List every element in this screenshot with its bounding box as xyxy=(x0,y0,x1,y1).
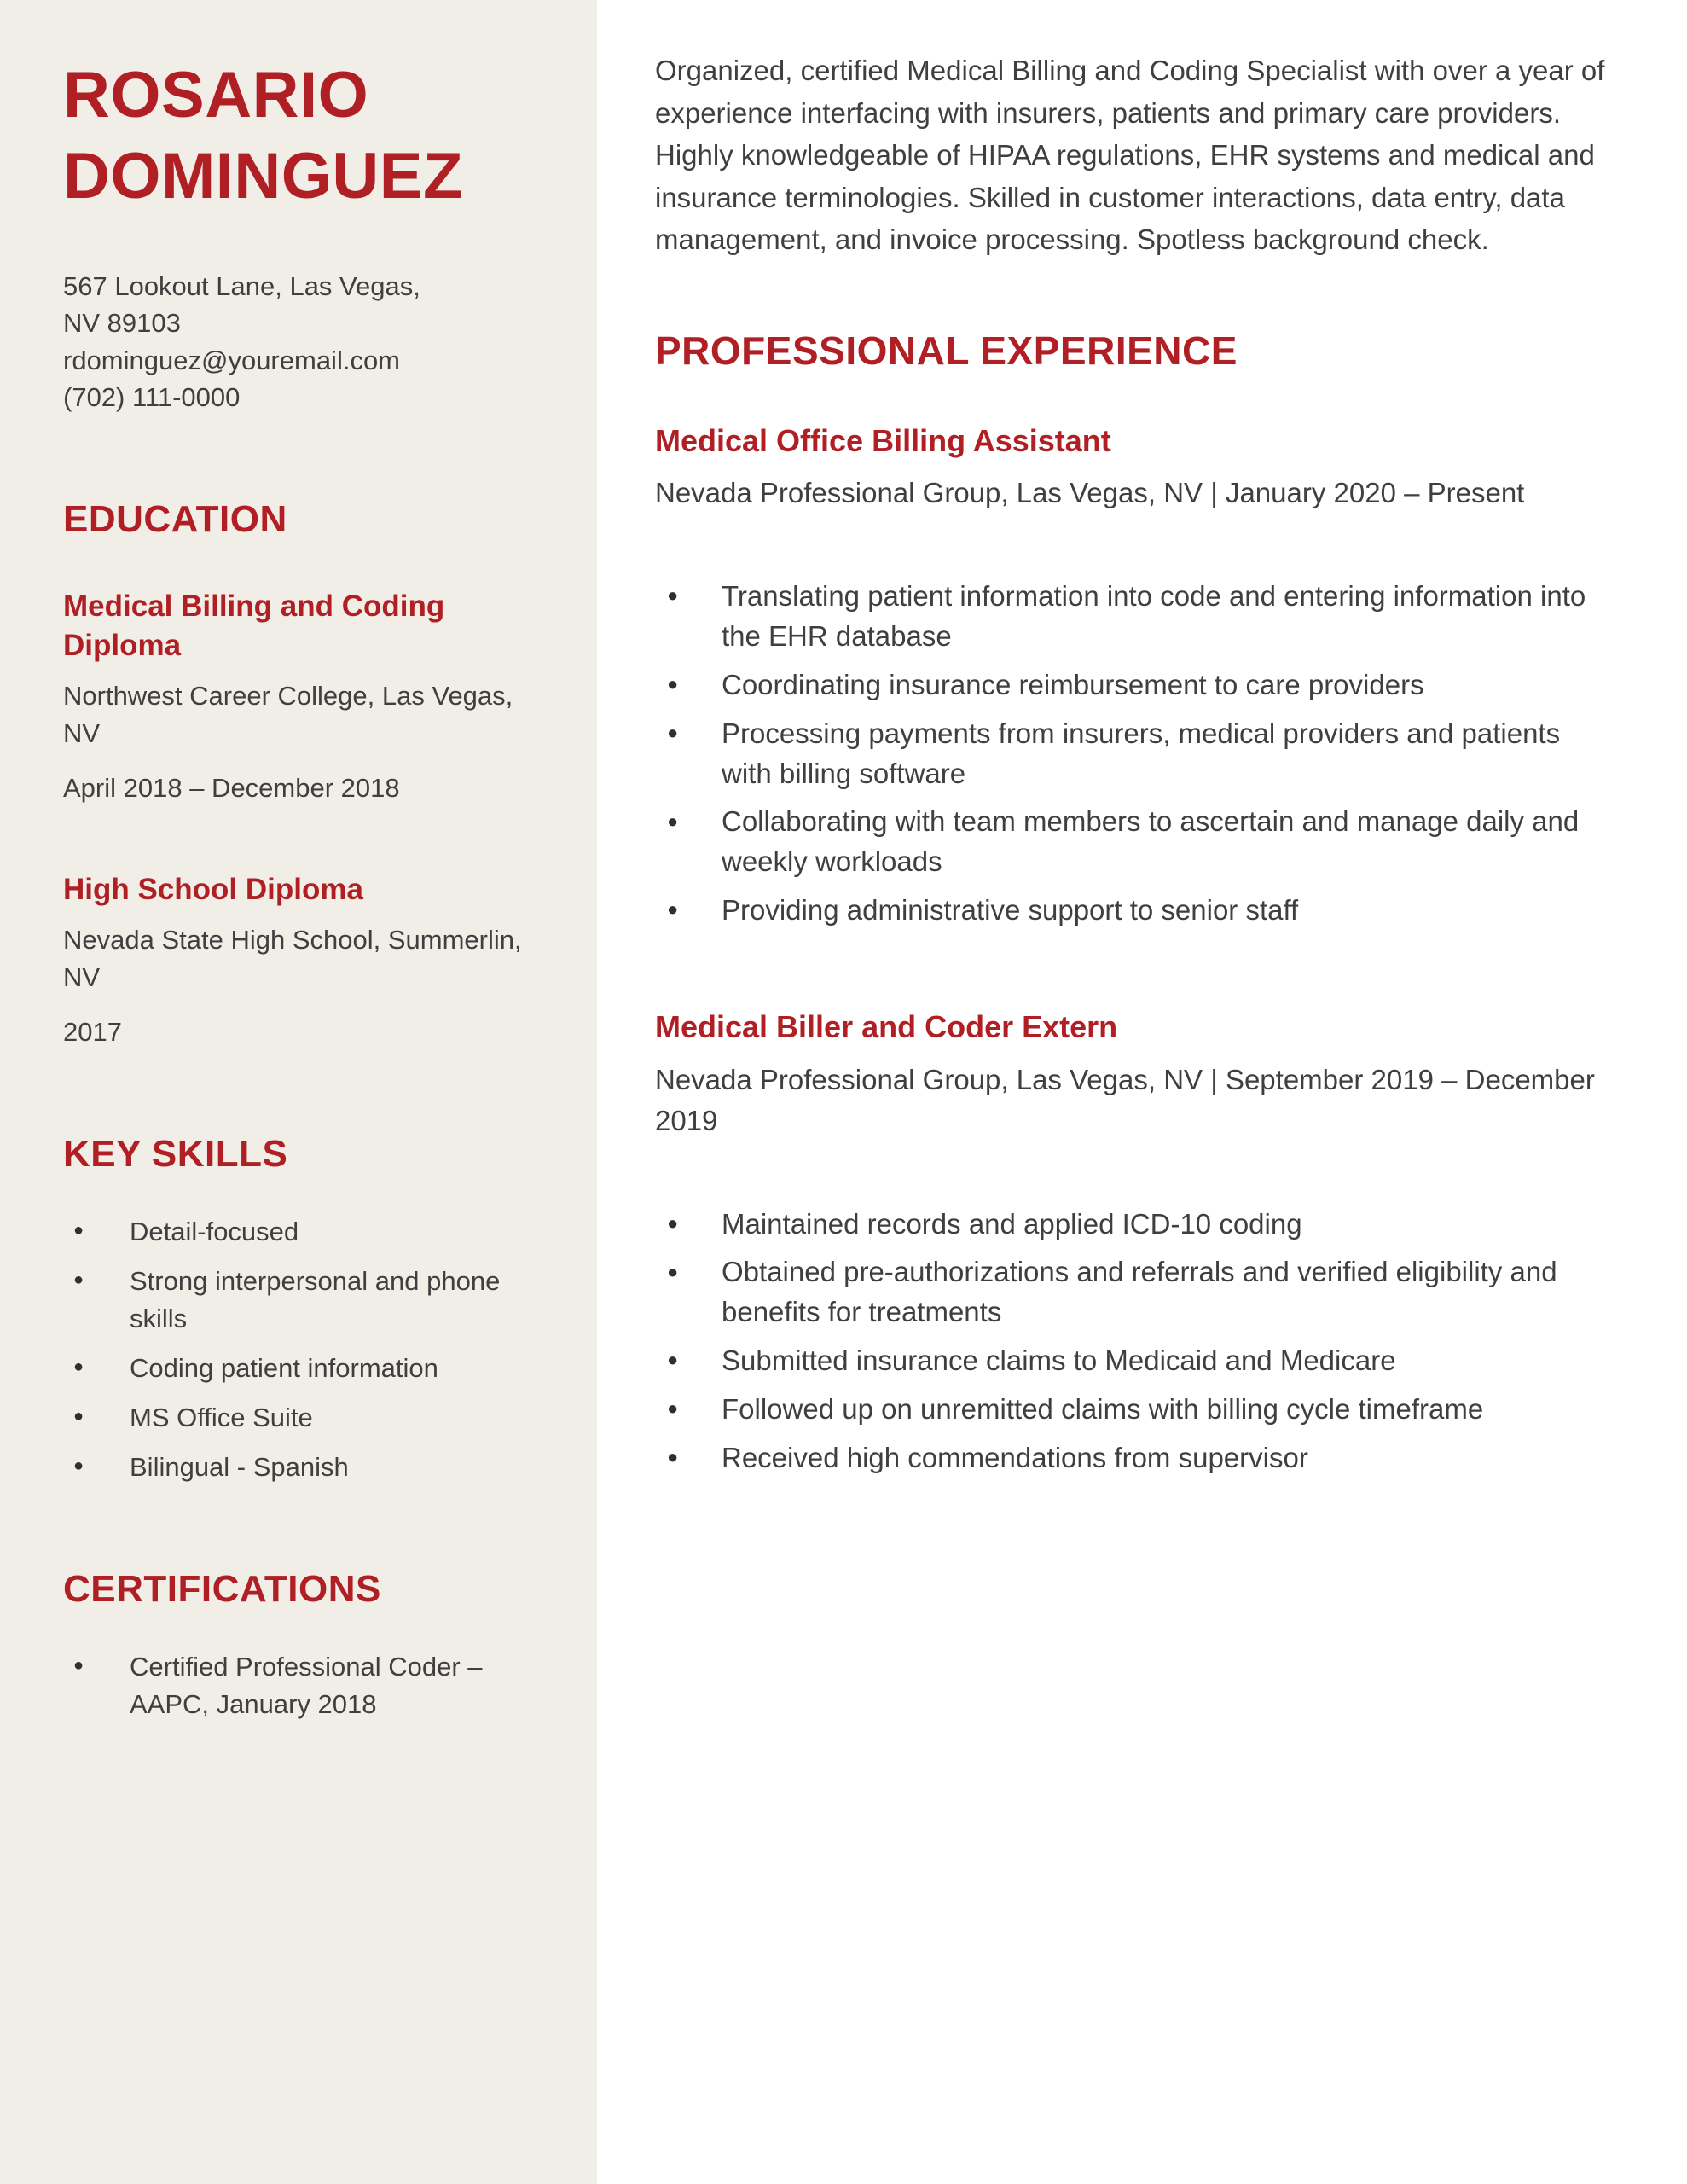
education-date-range: 2017 xyxy=(63,1017,122,1048)
experience-bullet: ● Collaborating with team members to ascertain and manage daily and weekly workloads xyxy=(655,802,1612,882)
job-meta: Nevada Professional Group, Las Vegas, NV | September 2019 – December 2019 xyxy=(655,1063,1595,1136)
education-entry xyxy=(63,870,542,1051)
candidate-last-name: DOMINGUEZ xyxy=(63,140,463,212)
school-name: Nevada State High School, Summerlin, NV xyxy=(63,925,522,993)
section-heading-experience: PROFESSIONAL EXPERIENCE xyxy=(655,328,1238,373)
experience-bullet: ● Obtained pre-authorizations and referrals and verified eligibility and benefits for treatments xyxy=(655,1252,1612,1333)
job-title: Medical Office Billing Assistant xyxy=(655,422,1111,458)
experience-bullet: ● Submitted insurance claims to Medicaid and Medicare xyxy=(655,1341,1612,1381)
contact-block xyxy=(63,268,542,416)
job-bullet-list xyxy=(655,1205,1612,1478)
job-entry xyxy=(655,1008,1612,1478)
section-heading-key-skills: KEY SKILLS xyxy=(63,1133,288,1176)
contact-address-line1: 567 Lookout Lane, Las Vegas, xyxy=(63,271,420,301)
key-skills-list xyxy=(63,1213,542,1486)
job-entry xyxy=(655,421,1612,932)
experience-bullet: ● Received high commendations from supervisor xyxy=(655,1438,1612,1478)
education-entry xyxy=(63,587,542,807)
certifications-list xyxy=(63,1648,542,1723)
experience-bullet: ● Translating patient information into code and entering information into the EHR database xyxy=(655,577,1612,657)
skill-item: ● MS Office Suite xyxy=(63,1399,542,1437)
contact-phone: (702) 111-0000 xyxy=(63,382,241,413)
experience-bullet: ● Maintained records and applied ICD-10 coding xyxy=(655,1205,1612,1245)
experience-bullet: ● Providing administrative support to senior staff xyxy=(655,891,1612,931)
school-name: Northwest Career College, Las Vegas, NV xyxy=(63,680,513,748)
skill-item: ● Detail-focused xyxy=(63,1213,542,1251)
experience-bullet: ● Coordinating insurance reimbursement to care providers xyxy=(655,665,1612,706)
degree-title: Medical Billing and Coding Diploma xyxy=(63,589,445,662)
contact-address-line2: NV 89103 xyxy=(63,308,181,339)
candidate-first-name: ROSARIO xyxy=(63,59,369,131)
skill-item: ● Bilingual - Spanish xyxy=(63,1449,542,1486)
job-bullet-list xyxy=(655,577,1612,931)
contact-email: rdominguez@youremail.com xyxy=(63,345,401,375)
experience-bullet: ● Followed up on unremitted claims with billing cycle timeframe xyxy=(655,1390,1612,1430)
candidate-name xyxy=(63,55,542,217)
skill-item: ● Strong interpersonal and phone skills xyxy=(63,1263,542,1338)
summary-paragraph: Organized, certified Medical Billing and Coding Specialist with over a year of experience interfacing with insurers, patients and primary care providers. Highly knowledgeable of HIPAA regulations, EHR systems and medical and insurance terminologies. Skilled in customer interactions, data entry, data management, and invoice processing. Spotless background check. xyxy=(655,55,1605,255)
job-meta: Nevada Professional Group, Las Vegas, NV | January 2020 – Present xyxy=(655,477,1525,509)
job-title: Medical Biller and Coder Extern xyxy=(655,1009,1118,1045)
degree-title: High School Diploma xyxy=(63,872,363,906)
main-column xyxy=(597,0,1687,2184)
sidebar xyxy=(0,0,597,2184)
skill-item: ● Coding patient information xyxy=(63,1350,542,1387)
section-heading-certifications: CERTIFICATIONS xyxy=(63,1568,381,1611)
section-heading-education: EDUCATION xyxy=(63,497,287,540)
education-date-range: April 2018 – December 2018 xyxy=(63,772,400,803)
certification-item: ● Certified Professional Coder – AAPC, January 2018 xyxy=(63,1648,542,1723)
experience-bullet: ● Processing payments from insurers, medical providers and patients with billing software xyxy=(655,714,1612,794)
